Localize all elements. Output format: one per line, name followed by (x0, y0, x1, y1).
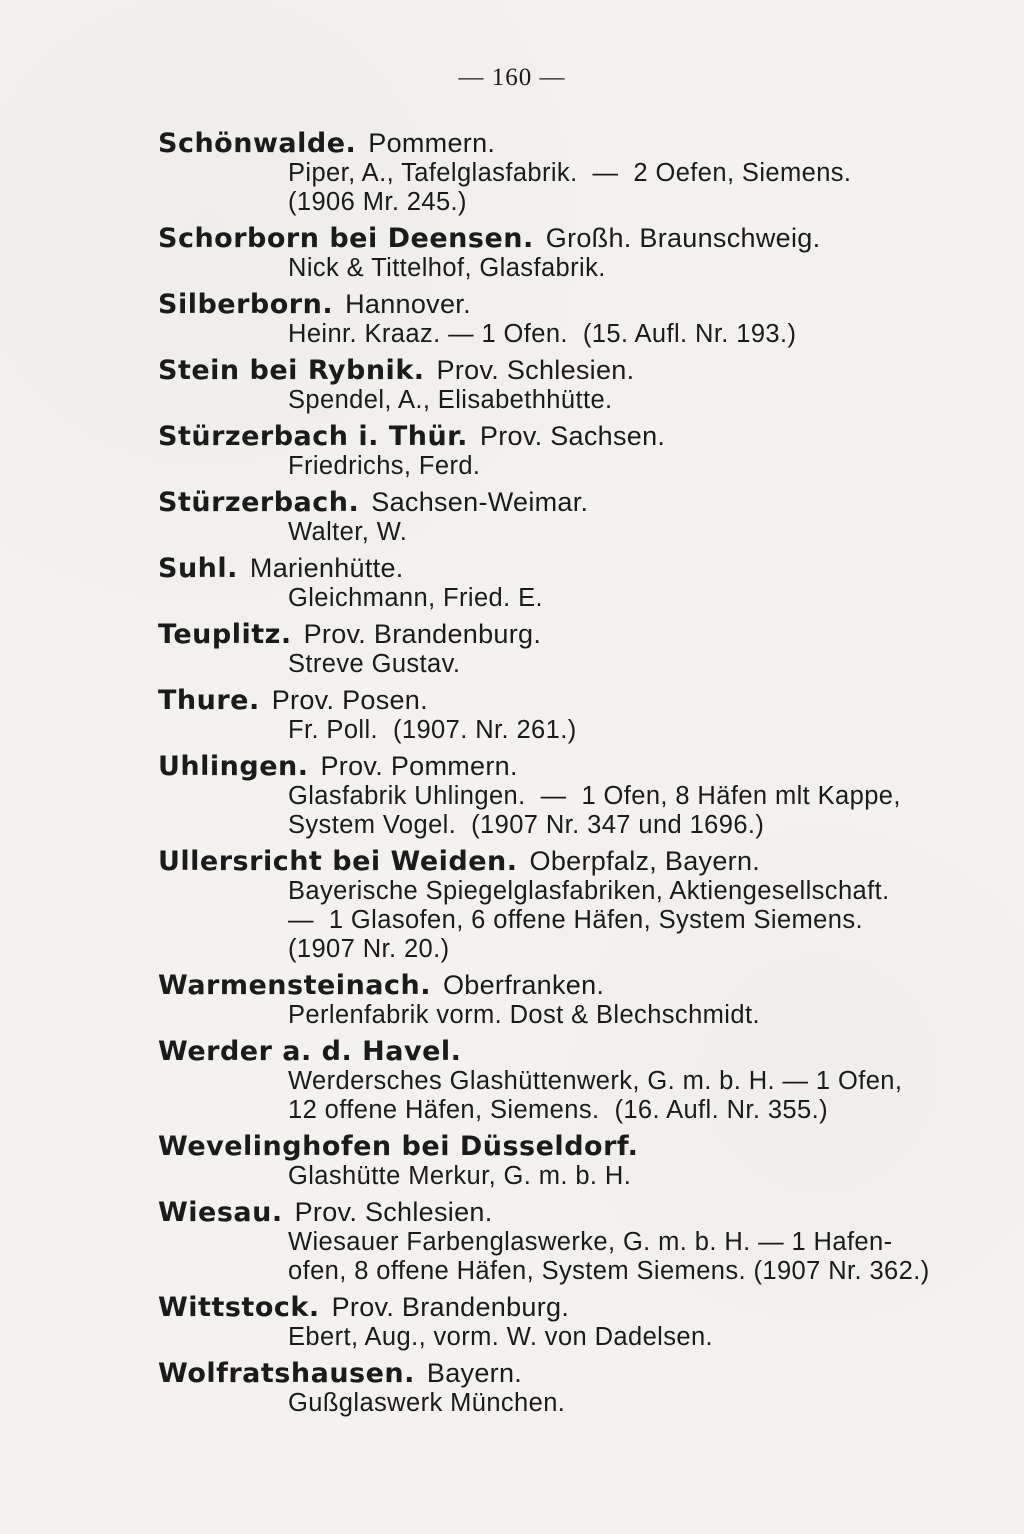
entry-heading (158, 355, 994, 386)
region-name: Prov. Brandenburg. (303, 619, 542, 649)
entry-detail-line: Piper, A., Tafelglasfabrik. — 2 Oefen, Siemens. (288, 159, 852, 187)
entry-detail-line: Bayerische Spiegelglasfabriken, Aktiengesellschaft. (288, 877, 890, 905)
place-name: Warmensteinach. (158, 970, 431, 1001)
place-name: Wevelinghofen bei Düsseldorf. (158, 1131, 639, 1162)
place-name: Suhl. (158, 553, 238, 584)
list-item (158, 1036, 994, 1125)
page-number: — 160 — (458, 64, 566, 91)
entry-detail-line: Glasfabrik Uhlingen. — 1 Ofen, 8 Häfen mlt Kappe, (288, 782, 901, 810)
entry-detail-line: Friedrichs, Ferd. (288, 452, 481, 480)
list-item (158, 846, 994, 964)
entry-detail-line: 12 offene Häfen, Siemens. (16. Aufl. Nr. 355.) (288, 1096, 828, 1124)
list-item (158, 970, 994, 1030)
entry-detail-line: Glashütte Merkur, G. m. b. H. (288, 1162, 632, 1190)
region-name: Oberfranken. (443, 970, 605, 1000)
list-item (158, 289, 994, 349)
place-name: Schönwalde. (158, 128, 357, 159)
entry-detail-line: Streve Gustav. (288, 650, 461, 678)
entry-heading (158, 846, 994, 877)
list-item (158, 751, 994, 840)
region-name: Prov. Schlesien. (294, 1197, 493, 1227)
place-name: Wolfratshausen. (158, 1358, 415, 1389)
entry-heading (158, 970, 994, 1001)
entry-detail-line: — 1 Glasofen, 6 offene Häfen, System Siemens. (288, 906, 863, 934)
place-name: Thure. (158, 685, 260, 716)
region-name: Sachsen-Weimar. (371, 487, 589, 517)
list-item (158, 685, 994, 745)
list-item (158, 1197, 994, 1286)
entry-heading (158, 487, 994, 518)
place-name: Silberborn. (158, 289, 334, 320)
region-name: Prov. Sachsen. (479, 421, 666, 451)
entry-heading (158, 421, 994, 452)
place-name: Werder a. d. Havel. (158, 1036, 462, 1067)
list-item (158, 553, 994, 613)
entry-heading (158, 553, 994, 584)
place-name: Schorborn bei Deensen. (158, 223, 534, 254)
region-name: Marienhütte. (249, 553, 404, 583)
entry-detail-line: Gußglaswerk München. (288, 1389, 566, 1417)
entry-detail-line: Wiesauer Farbenglaswerke, G. m. b. H. — 1 Hafen- (288, 1228, 893, 1256)
entry-detail-line: Perlenfabrik vorm. Dost & Blechschmidt. (288, 1001, 760, 1029)
entry-heading (158, 128, 994, 159)
place-name: Stürzerbach i. Thür. (158, 421, 468, 452)
list-item (158, 619, 994, 679)
place-name: Wiesau. (158, 1197, 283, 1228)
region-name: Großh. Braunschweig. (545, 223, 821, 253)
place-name: Teuplitz. (158, 619, 292, 650)
list-item (158, 128, 994, 217)
region-name: Prov. Schlesien. (436, 355, 635, 385)
entry-heading (158, 1358, 994, 1389)
list-item (158, 223, 994, 283)
region-name: Bayern. (426, 1358, 523, 1388)
entry-detail-line: (1907 Nr. 20.) (288, 935, 450, 963)
entry-list (158, 128, 994, 1418)
entry-detail-line: ofen, 8 offene Häfen, System Siemens. (1907 Nr. 362.) (288, 1257, 930, 1285)
entry-heading (158, 289, 994, 320)
entry-detail-line: Fr. Poll. (1907. Nr. 261.) (288, 716, 577, 744)
entry-detail-line: Werdersches Glashüttenwerk, G. m. b. H. — 1 Ofen, (288, 1067, 903, 1095)
place-name: Stein bei Rybnik. (158, 355, 425, 386)
region-name: Prov. Posen. (271, 685, 428, 715)
entry-detail-line: Heinr. Kraaz. — 1 Ofen. (15. Aufl. Nr. 193.) (288, 320, 797, 348)
place-name: Wittstock. (158, 1292, 320, 1323)
entry-heading (158, 685, 994, 716)
entry-detail-line: Gleichmann, Fried. E. (288, 584, 543, 612)
entry-detail-line: (1906 Mr. 245.) (288, 188, 467, 216)
place-name: Uhlingen. (158, 751, 309, 782)
place-name: Ullersricht bei Weiden. (158, 846, 518, 877)
list-item (158, 355, 994, 415)
entry-detail-line: Walter, W. (288, 518, 408, 546)
entry-heading (158, 1036, 994, 1067)
place-name: Stürzerbach. (158, 487, 360, 518)
entry-detail-line: System Vogel. (1907 Nr. 347 und 1696.) (288, 811, 765, 839)
entry-detail-line: Spendel, A., Elisabethhütte. (288, 386, 613, 414)
list-item (158, 421, 994, 481)
entry-detail-line: Ebert, Aug., vorm. W. von Dadelsen. (288, 1323, 714, 1351)
entry-heading (158, 1292, 994, 1323)
list-item (158, 487, 994, 547)
region-name: Prov. Pommern. (320, 751, 518, 781)
entry-heading (158, 1197, 994, 1228)
entry-heading (158, 751, 994, 782)
list-item (158, 1131, 994, 1191)
region-name: Pommern. (368, 128, 496, 158)
region-name: Hannover. (345, 289, 471, 319)
entry-detail-line: Nick & Tittelhof, Glasfabrik. (288, 254, 606, 282)
entry-heading (158, 619, 994, 650)
entry-heading (158, 223, 994, 254)
region-name: Oberpfalz, Bayern. (529, 846, 761, 876)
region-name: Prov. Brandenburg. (331, 1292, 570, 1322)
entry-heading (158, 1131, 994, 1162)
list-item (158, 1358, 994, 1418)
list-item (158, 1292, 994, 1352)
